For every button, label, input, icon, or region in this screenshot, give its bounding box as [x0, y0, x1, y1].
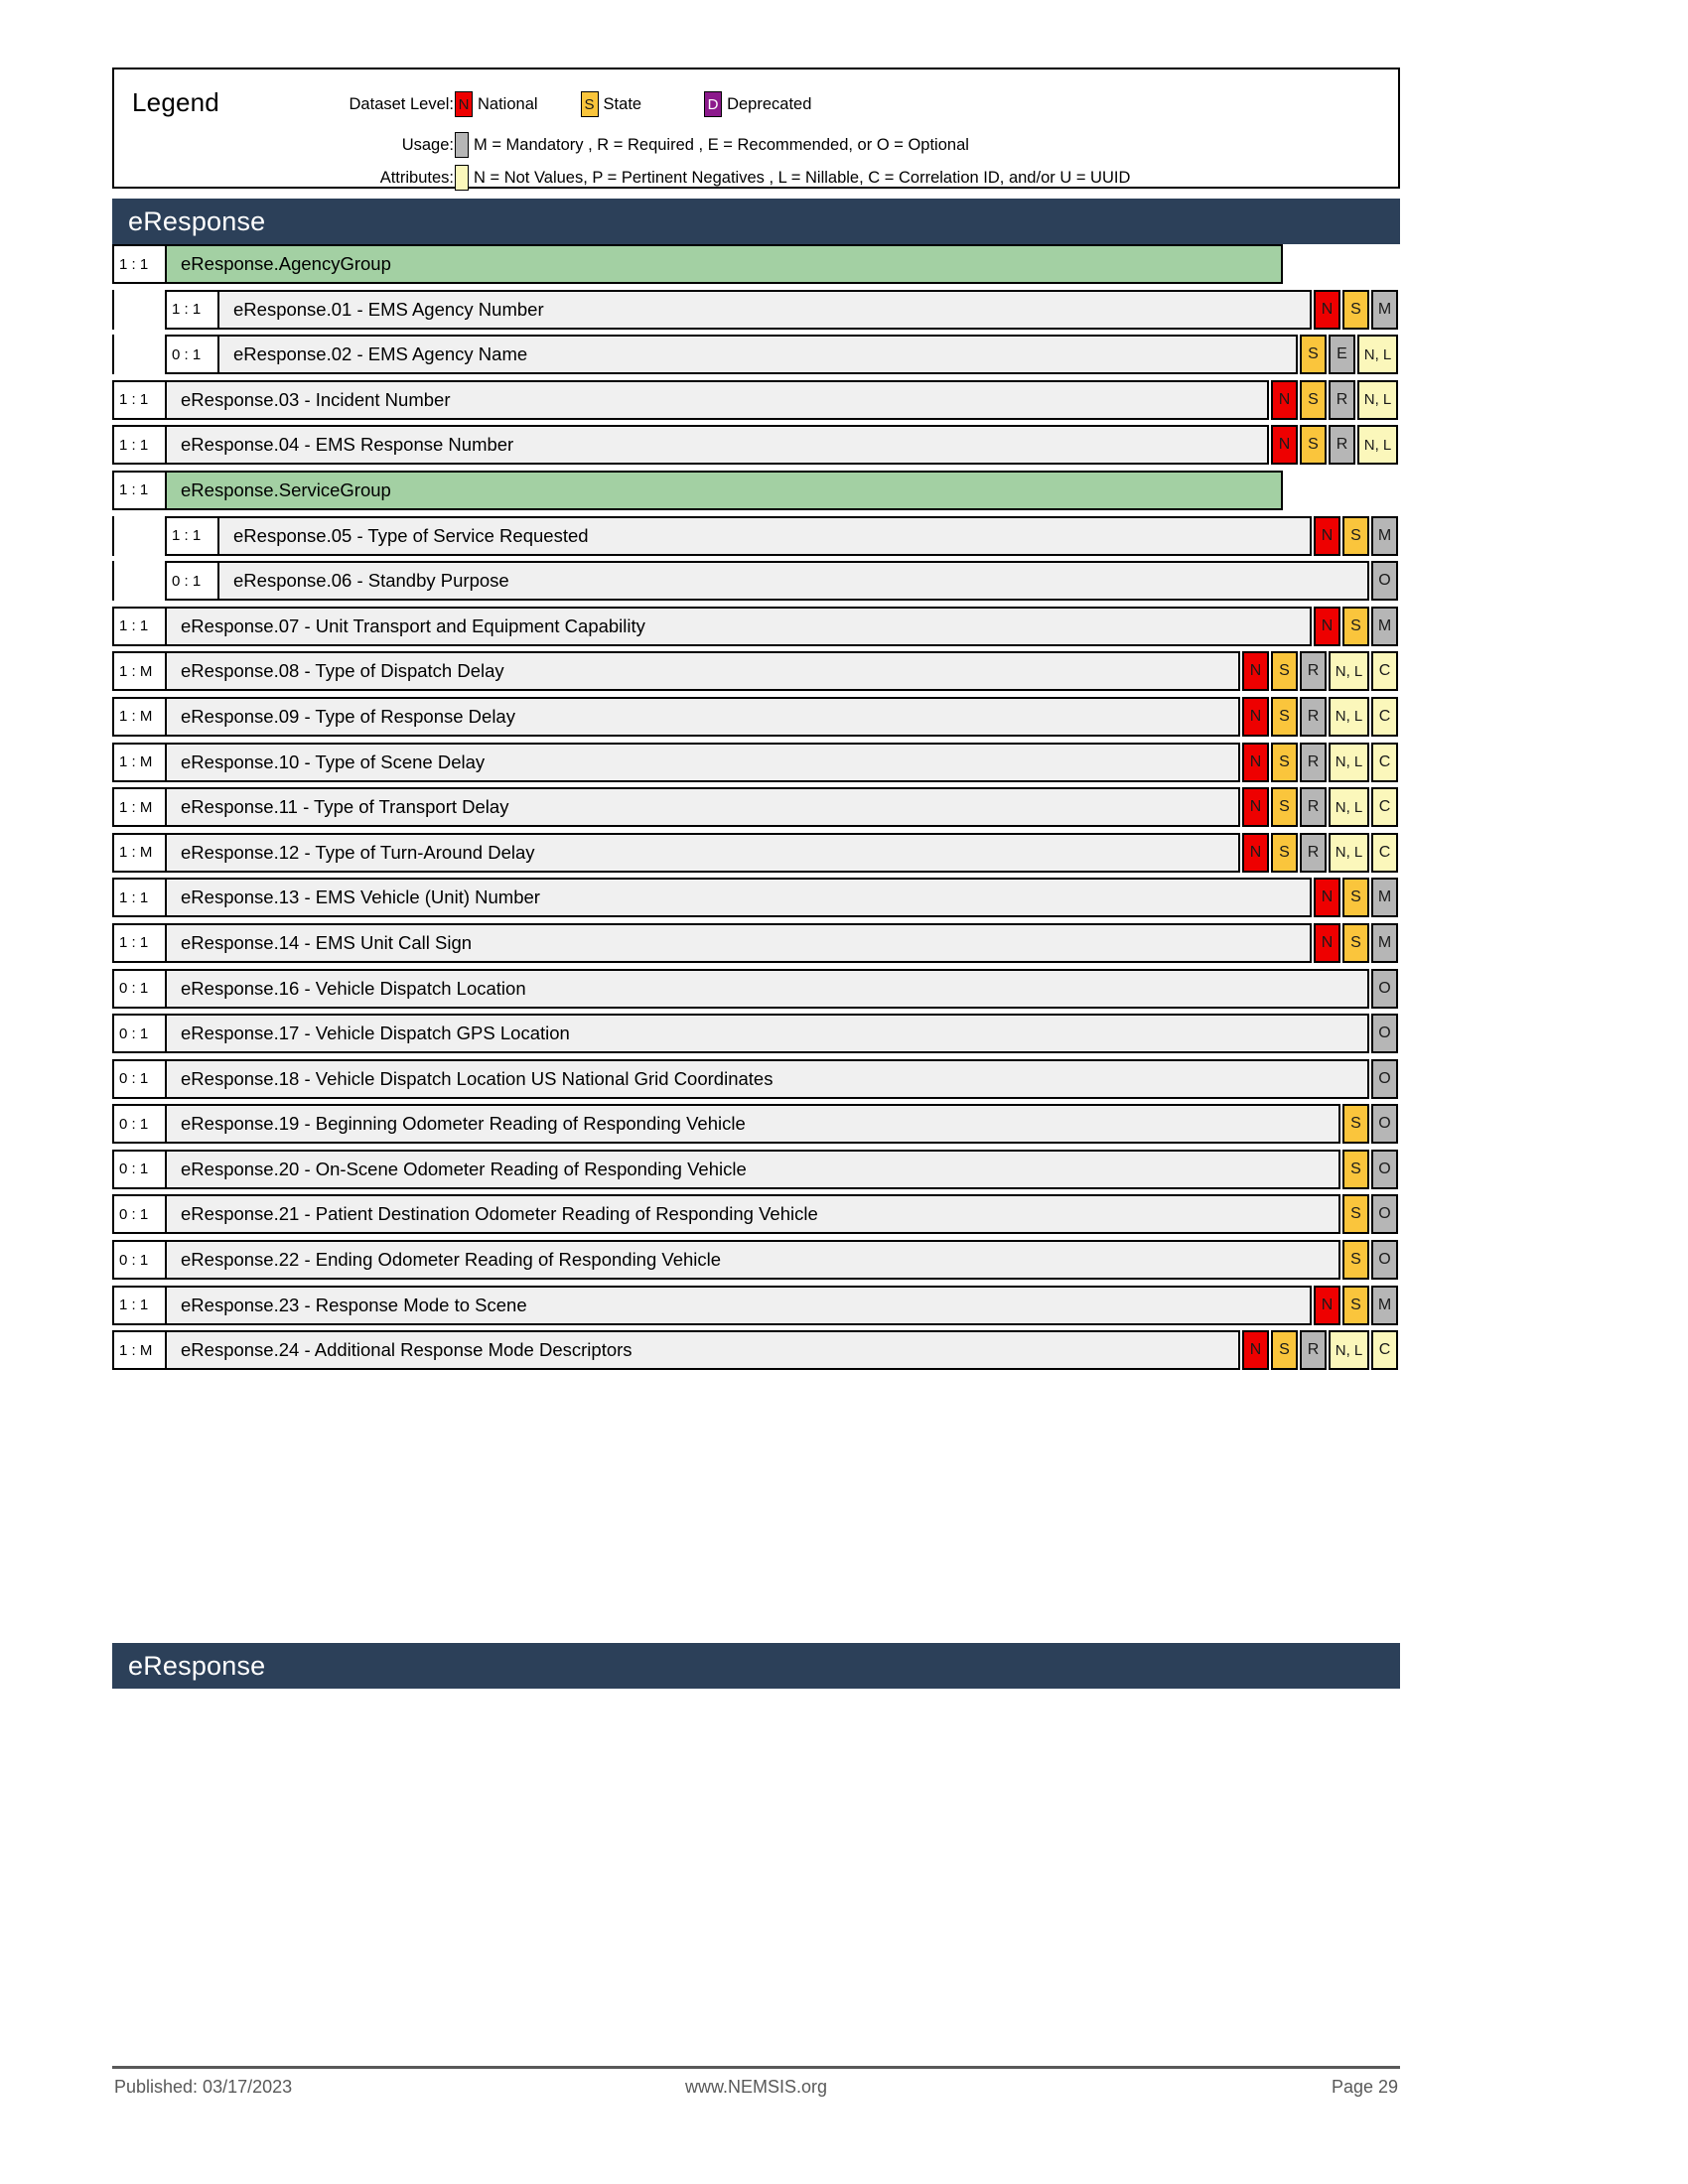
- field-name-box[interactable]: eResponse.11 - Type of Transport Delay: [165, 787, 1240, 827]
- badge-c-icon: C: [1371, 833, 1398, 873]
- cardinality-cell: 1 : M: [112, 697, 165, 737]
- cardinality-cell: 1 : 1: [112, 607, 165, 646]
- badge-group: [1271, 425, 1400, 465]
- field-row[interactable]: [112, 516, 1400, 556]
- page-footer: [112, 2077, 1400, 2107]
- cardinality-cell: 0 : 1: [112, 1059, 165, 1099]
- section-footer-band: eResponse: [112, 1643, 1400, 1689]
- cardinality-cell: 1 : 1: [112, 471, 165, 510]
- badge-s-icon: S: [1342, 1104, 1369, 1144]
- badge-r-icon: R: [1300, 697, 1327, 737]
- field-row[interactable]: [112, 1330, 1400, 1370]
- field-name-box[interactable]: eResponse.05 - Type of Service Requested: [217, 516, 1312, 556]
- field-name-box[interactable]: eResponse.16 - Vehicle Dispatch Location: [165, 969, 1369, 1009]
- field-row[interactable]: [112, 1286, 1400, 1325]
- badge-group: [1342, 1104, 1400, 1144]
- badge-nl-icon: N, L: [1329, 651, 1369, 691]
- legend-national-swatch: N: [455, 91, 473, 117]
- badge-group: [1242, 743, 1400, 782]
- badge-s-icon: S: [1342, 290, 1369, 330]
- badge-n-icon: N: [1314, 607, 1340, 646]
- badge-group: [1314, 607, 1400, 646]
- badge-group: [1371, 561, 1400, 601]
- field-name-box[interactable]: eResponse.04 - EMS Response Number: [165, 425, 1269, 465]
- footer-website: www.NEMSIS.org: [684, 2077, 828, 2097]
- badge-group: [1314, 923, 1400, 963]
- field-name-box[interactable]: eResponse.12 - Type of Turn-Around Delay: [165, 833, 1240, 873]
- badge-o-icon: O: [1371, 1194, 1398, 1234]
- field-name-box[interactable]: eResponse.17 - Vehicle Dispatch GPS Location: [165, 1014, 1369, 1053]
- badge-group: [1242, 651, 1400, 691]
- field-name-box[interactable]: eResponse.22 - Ending Odometer Reading of Responding Vehicle: [165, 1240, 1340, 1280]
- badge-group: [1314, 516, 1400, 556]
- cardinality-cell: 1 : 1: [112, 425, 165, 465]
- row-body: [165, 651, 1400, 691]
- badge-nl-icon: N, L: [1329, 743, 1369, 782]
- field-row[interactable]: [112, 335, 1400, 374]
- badge-o-icon: O: [1371, 1150, 1398, 1189]
- badge-nl-icon: N, L: [1357, 380, 1398, 420]
- legend-attributes-swatch: [455, 165, 469, 191]
- row-indent-spacer: [112, 335, 165, 374]
- row-body: [165, 1194, 1400, 1234]
- badge-s-icon: S: [1300, 425, 1327, 465]
- row-indent-spacer: [112, 516, 165, 556]
- badge-group: [1342, 1150, 1400, 1189]
- badge-s-icon: S: [1342, 516, 1369, 556]
- row-body: [165, 1286, 1400, 1325]
- row-body: [165, 1104, 1400, 1144]
- badge-nl-icon: N, L: [1357, 335, 1398, 374]
- field-name-box[interactable]: eResponse.23 - Response Mode to Scene: [165, 1286, 1312, 1325]
- field-name-box[interactable]: eResponse.24 - Additional Response Mode Descriptors: [165, 1330, 1240, 1370]
- badge-m-icon: M: [1371, 1286, 1398, 1325]
- field-rows-container: [112, 244, 1400, 1376]
- badge-c-icon: C: [1371, 787, 1398, 827]
- field-row[interactable]: [112, 1059, 1400, 1099]
- badge-group: [1371, 969, 1400, 1009]
- badge-n-icon: N: [1242, 1330, 1269, 1370]
- legend-usage-swatch: [455, 132, 469, 158]
- row-body: [165, 1330, 1400, 1370]
- badge-r-icon: R: [1300, 743, 1327, 782]
- badge-c-icon: C: [1371, 651, 1398, 691]
- row-body: [165, 787, 1400, 827]
- legend-usage-label: Usage:: [401, 135, 454, 154]
- legend-dataset-level-line: [313, 91, 811, 117]
- field-row[interactable]: [112, 1194, 1400, 1234]
- badge-m-icon: M: [1371, 878, 1398, 917]
- badge-nl-icon: N, L: [1357, 425, 1398, 465]
- badge-s-icon: S: [1271, 743, 1298, 782]
- cardinality-cell: 1 : M: [112, 651, 165, 691]
- field-row[interactable]: [112, 923, 1400, 963]
- section-header-band: eResponse: [112, 199, 1400, 244]
- cardinality-cell: 0 : 1: [112, 1240, 165, 1280]
- cardinality-cell: 0 : 1: [112, 1014, 165, 1053]
- field-row[interactable]: [112, 380, 1400, 420]
- cardinality-cell: 1 : M: [112, 1330, 165, 1370]
- footer-divider: [112, 2066, 1400, 2069]
- row-body: [165, 697, 1400, 737]
- cardinality-cell: 1 : 1: [112, 380, 165, 420]
- row-body: [165, 607, 1400, 646]
- badge-r-icon: R: [1300, 787, 1327, 827]
- badge-o-icon: O: [1371, 561, 1398, 601]
- badge-n-icon: N: [1271, 425, 1298, 465]
- row-body: [165, 923, 1400, 963]
- row-body: [217, 335, 1400, 374]
- badge-s-icon: S: [1342, 1240, 1369, 1280]
- badge-n-icon: N: [1242, 787, 1269, 827]
- footer-page-number: Page 29: [1331, 2077, 1398, 2097]
- cardinality-cell: 0 : 1: [165, 335, 217, 374]
- legend-dataset-level-label: Dataset Level:: [349, 94, 454, 113]
- badge-n-icon: N: [1314, 516, 1340, 556]
- badge-m-icon: M: [1371, 516, 1398, 556]
- group-name-box[interactable]: eResponse.ServiceGroup: [165, 471, 1283, 510]
- legend-state-swatch: S: [581, 91, 599, 117]
- badge-s-icon: S: [1271, 1330, 1298, 1370]
- legend-usage-text: M = Mandatory , R = Required , E = Recommended, or O = Optional: [474, 135, 969, 154]
- field-row[interactable]: [112, 787, 1400, 827]
- badge-o-icon: O: [1371, 1014, 1398, 1053]
- badge-m-icon: M: [1371, 607, 1398, 646]
- legend-box: [112, 68, 1400, 189]
- legend-usage-line: [313, 132, 969, 158]
- cardinality-cell: 1 : M: [112, 833, 165, 873]
- badge-nl-icon: N, L: [1329, 833, 1369, 873]
- badge-m-icon: M: [1371, 290, 1398, 330]
- badge-s-icon: S: [1300, 335, 1327, 374]
- badge-group: [1271, 380, 1400, 420]
- field-row[interactable]: [112, 878, 1400, 917]
- badge-o-icon: O: [1371, 969, 1398, 1009]
- badge-s-icon: S: [1342, 923, 1369, 963]
- badge-group: [1314, 290, 1400, 330]
- badge-s-icon: S: [1271, 697, 1298, 737]
- field-row[interactable]: [112, 607, 1400, 646]
- row-body: [165, 878, 1400, 917]
- badge-group: [1342, 1194, 1400, 1234]
- badge-group: [1242, 787, 1400, 827]
- badge-group: [1371, 1014, 1400, 1053]
- badge-e-icon: E: [1329, 335, 1355, 374]
- legend-deprecated-swatch: D: [704, 91, 722, 117]
- field-row[interactable]: [112, 969, 1400, 1009]
- row-body: [217, 290, 1400, 330]
- row-body: [165, 380, 1400, 420]
- badge-n-icon: N: [1242, 697, 1269, 737]
- row-indent-spacer: [112, 561, 165, 601]
- badge-n-icon: N: [1271, 380, 1298, 420]
- cardinality-cell: 0 : 1: [112, 1150, 165, 1189]
- cardinality-cell: 0 : 1: [165, 561, 217, 601]
- field-name-box[interactable]: eResponse.07 - Unit Transport and Equipment Capability: [165, 607, 1312, 646]
- badge-r-icon: R: [1300, 1330, 1327, 1370]
- field-row[interactable]: [112, 1240, 1400, 1280]
- field-name-box[interactable]: eResponse.08 - Type of Dispatch Delay: [165, 651, 1240, 691]
- field-name-box[interactable]: eResponse.03 - Incident Number: [165, 380, 1269, 420]
- group-name-box[interactable]: eResponse.AgencyGroup: [165, 244, 1283, 284]
- cardinality-cell: 1 : M: [112, 743, 165, 782]
- row-body: [165, 1014, 1400, 1053]
- cardinality-cell: 1 : 1: [112, 878, 165, 917]
- badge-o-icon: O: [1371, 1104, 1398, 1144]
- badge-n-icon: N: [1314, 290, 1340, 330]
- legend-title: Legend: [132, 87, 219, 117]
- row-body: [165, 1150, 1400, 1189]
- row-body: [165, 743, 1400, 782]
- row-body: [217, 516, 1400, 556]
- cardinality-cell: 0 : 1: [112, 969, 165, 1009]
- badge-n-icon: N: [1314, 878, 1340, 917]
- field-name-box[interactable]: eResponse.01 - EMS Agency Number: [217, 290, 1312, 330]
- document-page: [112, 0, 1517, 2184]
- badge-group: [1242, 697, 1400, 737]
- legend-attributes-label: Attributes:: [379, 168, 454, 187]
- badge-r-icon: R: [1329, 425, 1355, 465]
- badge-o-icon: O: [1371, 1059, 1398, 1099]
- field-row[interactable]: [112, 743, 1400, 782]
- badge-n-icon: N: [1242, 743, 1269, 782]
- row-body: [165, 244, 1400, 284]
- badge-group: [1242, 833, 1400, 873]
- badge-s-icon: S: [1271, 787, 1298, 827]
- badge-s-icon: S: [1271, 833, 1298, 873]
- badge-r-icon: R: [1300, 651, 1327, 691]
- row-body: [165, 425, 1400, 465]
- cardinality-cell: 1 : 1: [165, 516, 217, 556]
- field-name-box[interactable]: eResponse.13 - EMS Vehicle (Unit) Number: [165, 878, 1312, 917]
- badge-m-icon: M: [1371, 923, 1398, 963]
- field-row[interactable]: [112, 1150, 1400, 1189]
- badge-c-icon: C: [1371, 743, 1398, 782]
- badge-nl-icon: N, L: [1329, 787, 1369, 827]
- field-name-box[interactable]: eResponse.14 - EMS Unit Call Sign: [165, 923, 1312, 963]
- row-body: [165, 833, 1400, 873]
- badge-s-icon: S: [1342, 607, 1369, 646]
- field-name-box[interactable]: eResponse.20 - On-Scene Odometer Reading of Responding Vehicle: [165, 1150, 1340, 1189]
- badge-o-icon: O: [1371, 1240, 1398, 1280]
- legend-state-text: State: [603, 94, 642, 113]
- badge-group: [1314, 1286, 1400, 1325]
- field-name-box[interactable]: eResponse.02 - EMS Agency Name: [217, 335, 1298, 374]
- field-row[interactable]: [112, 833, 1400, 873]
- field-row[interactable]: [112, 425, 1400, 465]
- cardinality-cell: 1 : 1: [165, 290, 217, 330]
- row-body: [165, 471, 1400, 510]
- badge-nl-icon: N, L: [1329, 697, 1369, 737]
- badge-n-icon: N: [1242, 833, 1269, 873]
- field-name-box[interactable]: eResponse.10 - Type of Scene Delay: [165, 743, 1240, 782]
- badge-s-icon: S: [1342, 1194, 1369, 1234]
- legend-deprecated-text: Deprecated: [727, 94, 812, 113]
- row-body: [165, 1240, 1400, 1280]
- badge-nl-icon: N, L: [1329, 1330, 1369, 1370]
- badge-group: [1342, 1240, 1400, 1280]
- row-body: [165, 1059, 1400, 1099]
- legend-attributes-line: [313, 165, 1130, 191]
- cardinality-cell: 0 : 1: [112, 1104, 165, 1144]
- field-name-box[interactable]: eResponse.18 - Vehicle Dispatch Location US National Grid Coordinates: [165, 1059, 1369, 1099]
- badge-n-icon: N: [1314, 923, 1340, 963]
- field-row[interactable]: [112, 1014, 1400, 1053]
- field-name-box[interactable]: eResponse.19 - Beginning Odometer Reading of Responding Vehicle: [165, 1104, 1340, 1144]
- badge-r-icon: R: [1300, 833, 1327, 873]
- cardinality-cell: 1 : M: [112, 787, 165, 827]
- field-name-box[interactable]: eResponse.06 - Standby Purpose: [217, 561, 1369, 601]
- cardinality-cell: 1 : 1: [112, 244, 165, 284]
- group-row[interactable]: [112, 244, 1400, 284]
- badge-s-icon: S: [1342, 1286, 1369, 1325]
- field-row[interactable]: [112, 697, 1400, 737]
- badge-s-icon: S: [1342, 878, 1369, 917]
- legend-attributes-text: N = Not Values, P = Pertinent Negatives , L = Nillable, C = Correlation ID, and/or U = UUID: [474, 168, 1131, 187]
- footer-published: Published: 03/17/2023: [114, 2077, 293, 2097]
- badge-n-icon: N: [1242, 651, 1269, 691]
- row-body: [165, 969, 1400, 1009]
- field-name-box[interactable]: eResponse.21 - Patient Destination Odometer Reading of Responding Vehicle: [165, 1194, 1340, 1234]
- cardinality-cell: 1 : 1: [112, 1286, 165, 1325]
- badge-group: [1300, 335, 1400, 374]
- group-row[interactable]: [112, 471, 1400, 510]
- field-row[interactable]: [112, 561, 1400, 601]
- row-indent-spacer: [112, 290, 165, 330]
- row-body: [217, 561, 1400, 601]
- badge-group: [1314, 878, 1400, 917]
- badge-s-icon: S: [1300, 380, 1327, 420]
- badge-r-icon: R: [1329, 380, 1355, 420]
- cardinality-cell: 1 : 1: [112, 923, 165, 963]
- badge-c-icon: C: [1371, 1330, 1398, 1370]
- legend-national-text: National: [478, 94, 538, 113]
- field-row[interactable]: [112, 290, 1400, 330]
- badge-n-icon: N: [1314, 1286, 1340, 1325]
- cardinality-cell: 0 : 1: [112, 1194, 165, 1234]
- field-row[interactable]: [112, 651, 1400, 691]
- badge-group: [1242, 1330, 1400, 1370]
- field-name-box[interactable]: eResponse.09 - Type of Response Delay: [165, 697, 1240, 737]
- badge-s-icon: S: [1342, 1150, 1369, 1189]
- badge-group: [1371, 1059, 1400, 1099]
- badge-c-icon: C: [1371, 697, 1398, 737]
- field-row[interactable]: [112, 1104, 1400, 1144]
- badge-s-icon: S: [1271, 651, 1298, 691]
